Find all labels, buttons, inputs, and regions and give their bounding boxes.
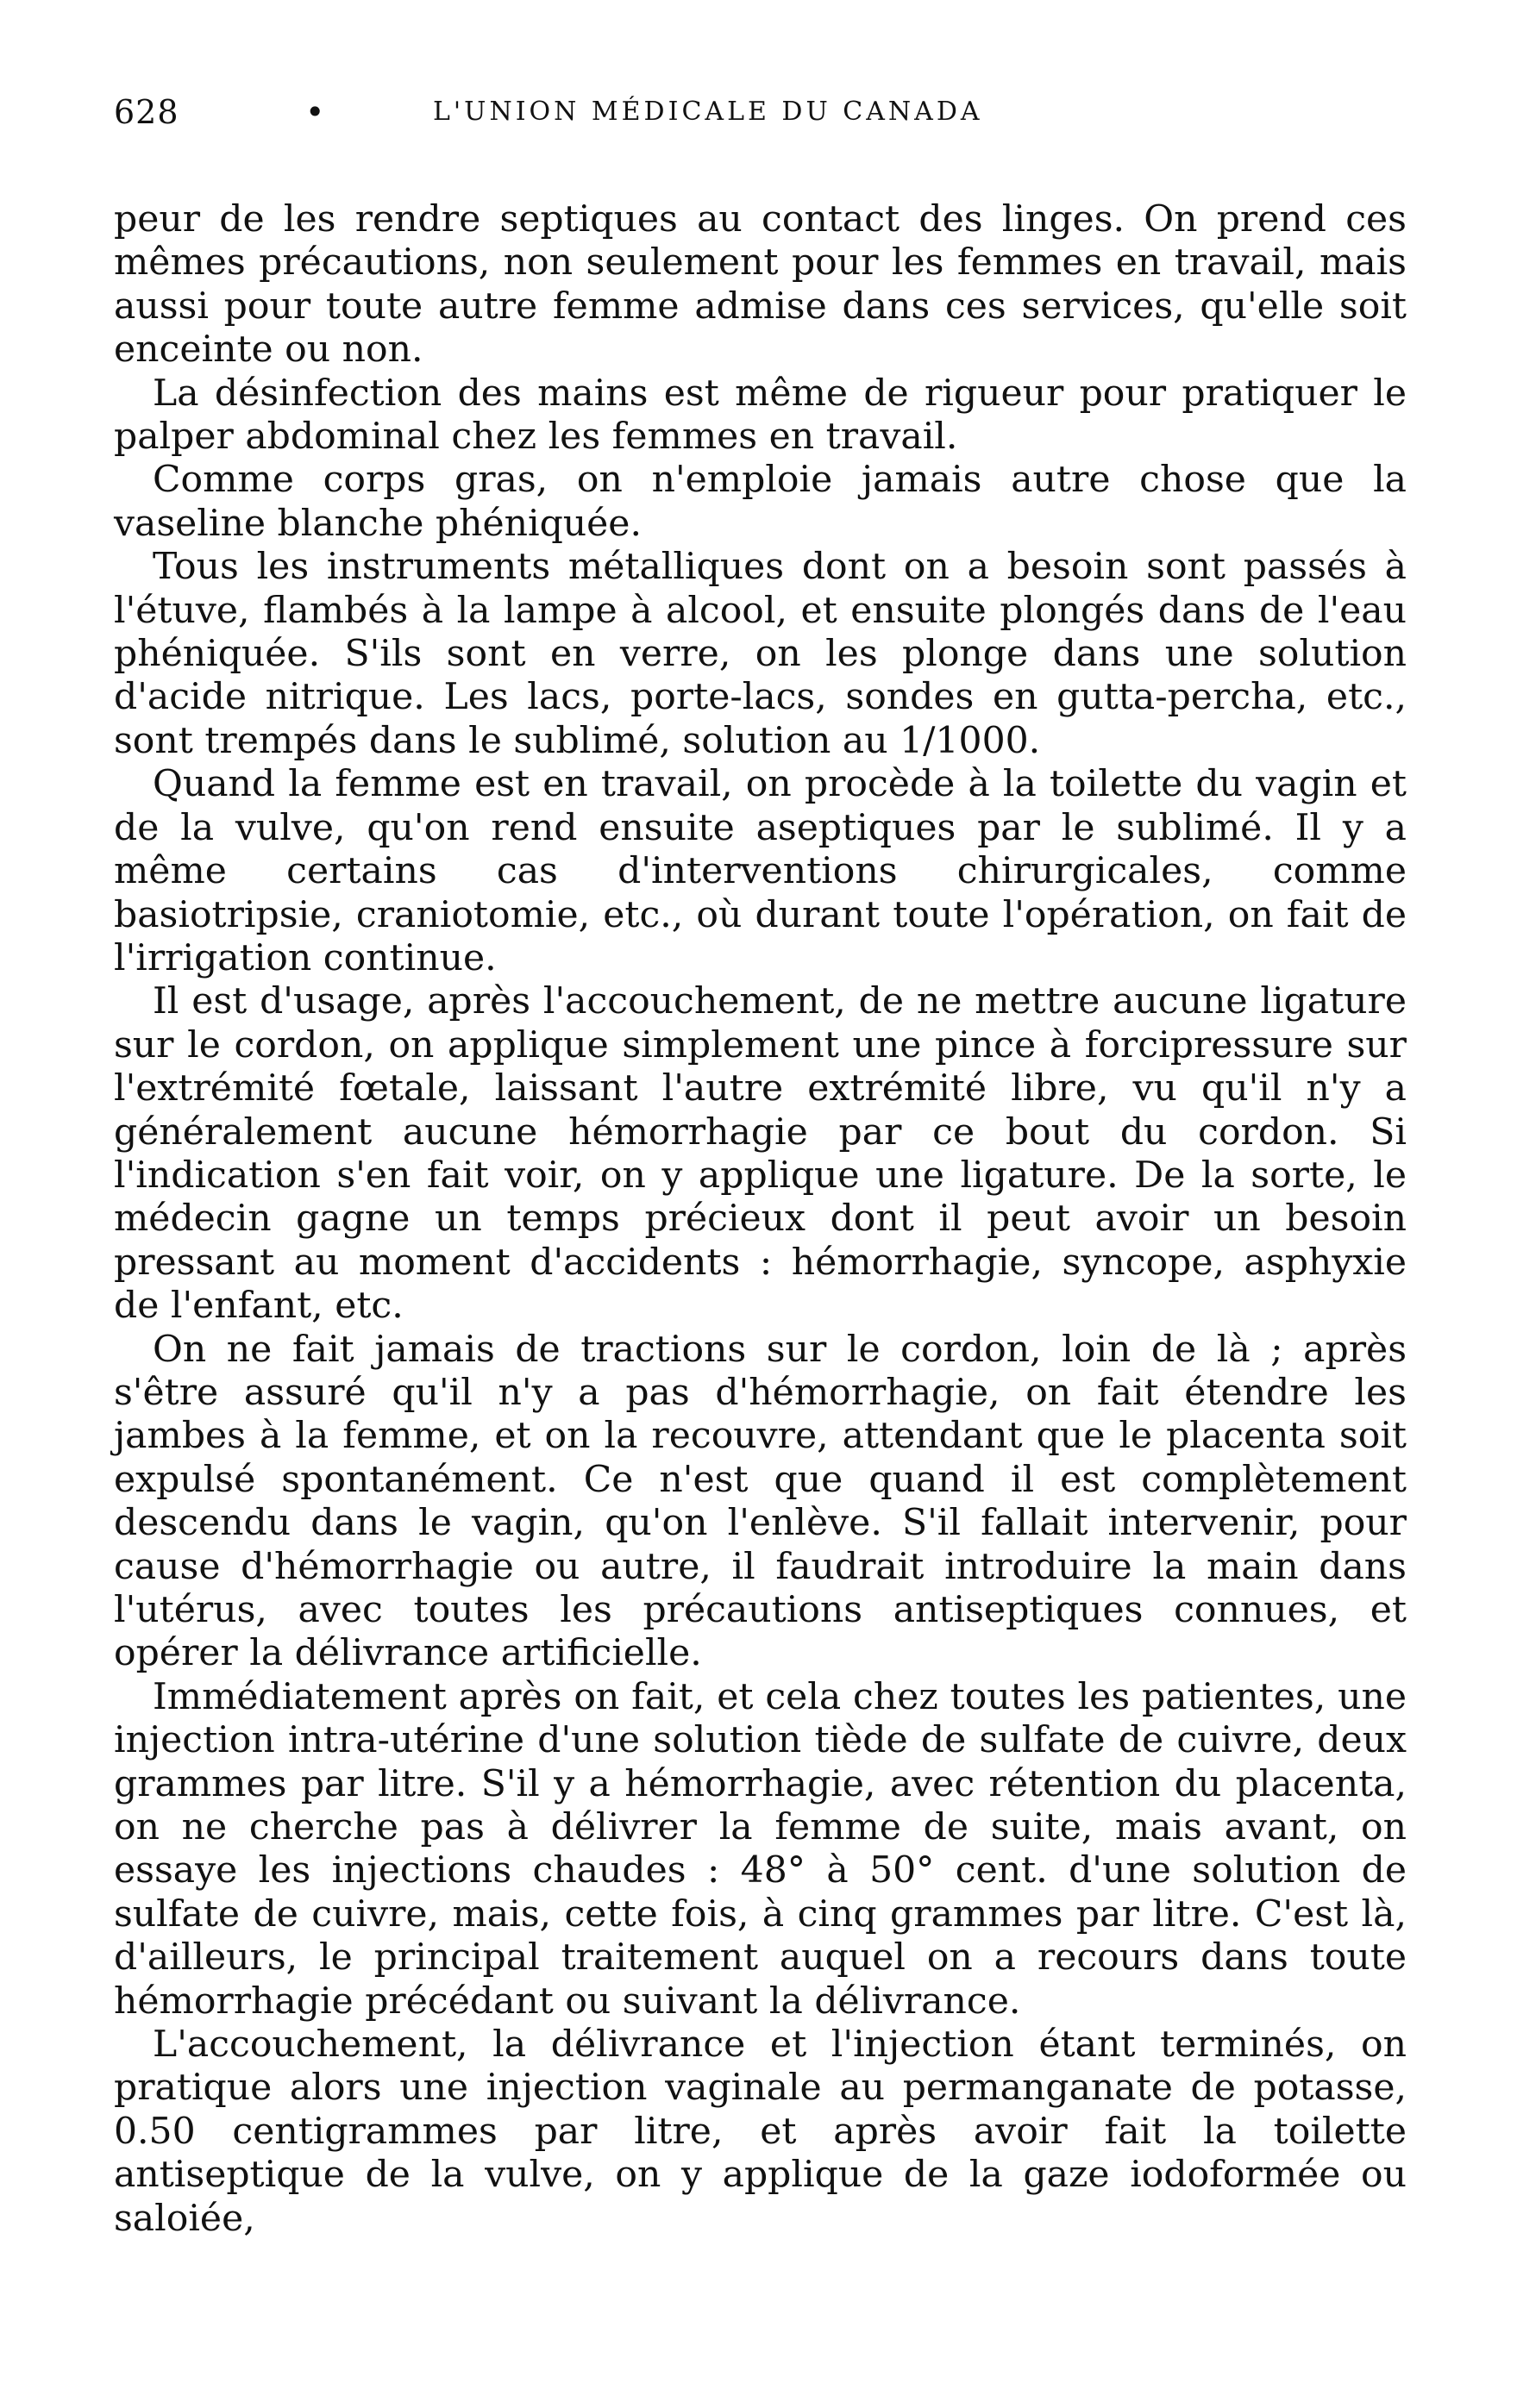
body-text — [114, 198, 1407, 2241]
journal-title: L'UNION MÉDICALE DU CANADA — [433, 97, 983, 127]
paragraph: On ne fait jamais de tractions sur le cordon, loin de là ; après s'être assuré qu'il n'y a pas d'hémorrhagie, on fait étendre les jambes à la femme, et on la recouvre, attendant que le placenta soit expulsé spontanément. Ce n'est que quand il est complètement descendu dans le vagin, qu'on l'enlève. S'il fallait intervenir, pour cause d'hémorrhagie ou autre, il faudrait introduire la main dans l'utérus, avec toutes les précautions antiseptiques connues, et opérer la délivrance artificielle. — [114, 1328, 1407, 1675]
paragraph: Il est d'usage, après l'accouchement, de ne mettre aucune ligature sur le cordon, on applique simplement une pince à forcipressure sur l'extrémité fœtale, laissant l'autre extrémité libre, vu qu'il n'y a généralement aucune hémorrhagie par ce bout du cordon. Si l'indication s'en fait voir, on y applique une ligature. De la sorte, le médecin gagne un temps précieux dont il peut avoir un besoin pressant au moment d'accidents : hémorrhagie, syncope, asphyxie de l'enfant, etc. — [114, 980, 1407, 1328]
running-head — [114, 93, 1407, 145]
paragraph: peur de les rendre septiques au contact des linges. On prend ces mêmes précautions, non seulement pour les femmes en travail, mais aussi pour toute autre femme admise dans ces services, qu'elle soit enceinte ou non. — [114, 198, 1407, 372]
paragraph: Immédiatement après on fait, et cela chez toutes les patientes, une injection intra-utérine d'une solution tiède de sulfate de cuivre, deux grammes par litre. S'il y a hémorrhagie, avec rétention du placenta, on ne cherche pas à délivrer la femme de suite, mais avant, on essaye les injections chaudes : 48° à 50° cent. d'une solution de sulfate de cuivre, mais, cette fois, à cinq grammes par litre. C'est là, d'ailleurs, le principal traitement auquel on a recours dans toute hémorrhagie précédant ou suivant la délivrance. — [114, 1675, 1407, 2023]
page-number: 628 — [114, 93, 179, 131]
header-dot: • — [305, 93, 325, 131]
paragraph: La désinfection des mains est même de rigueur pour pratiquer le palper abdominal chez les femmes en travail. — [114, 372, 1407, 459]
paragraph: Comme corps gras, on n'emploie jamais autre chose que la vaseline blanche phéniquée. — [114, 459, 1407, 545]
paragraph: Quand la femme est en travail, on procède à la toilette du vagin et de la vulve, qu'on rend ensuite aseptiques par le sublimé. Il y a même certains cas d'interventions chirurgicales, comme basiotripsie, craniotomie, etc., où durant toute l'opération, on fait de l'irrigation continue. — [114, 763, 1407, 979]
paragraph: Tous les instruments métalliques dont on a besoin sont passés à l'étuve, flambés à la lampe à alcool, et ensuite plongés dans de l'eau phéniquée. S'ils sont en verre, on les plonge dans une solution d'acide nitrique. Les lacs, porte-lacs, sondes en gutta-percha, etc., sont trempés dans le sublimé, solution au 1/1000. — [114, 546, 1407, 762]
paragraph: L'accouchement, la délivrance et l'injection étant terminés, on pratique alors une injection vaginale au permanganate de potasse, 0.50 centigrammes par litre, et après avoir fait la toilette antiseptique de la vulve, on y applique de la gaze iodoformée ou saloiée, — [114, 2023, 1407, 2240]
